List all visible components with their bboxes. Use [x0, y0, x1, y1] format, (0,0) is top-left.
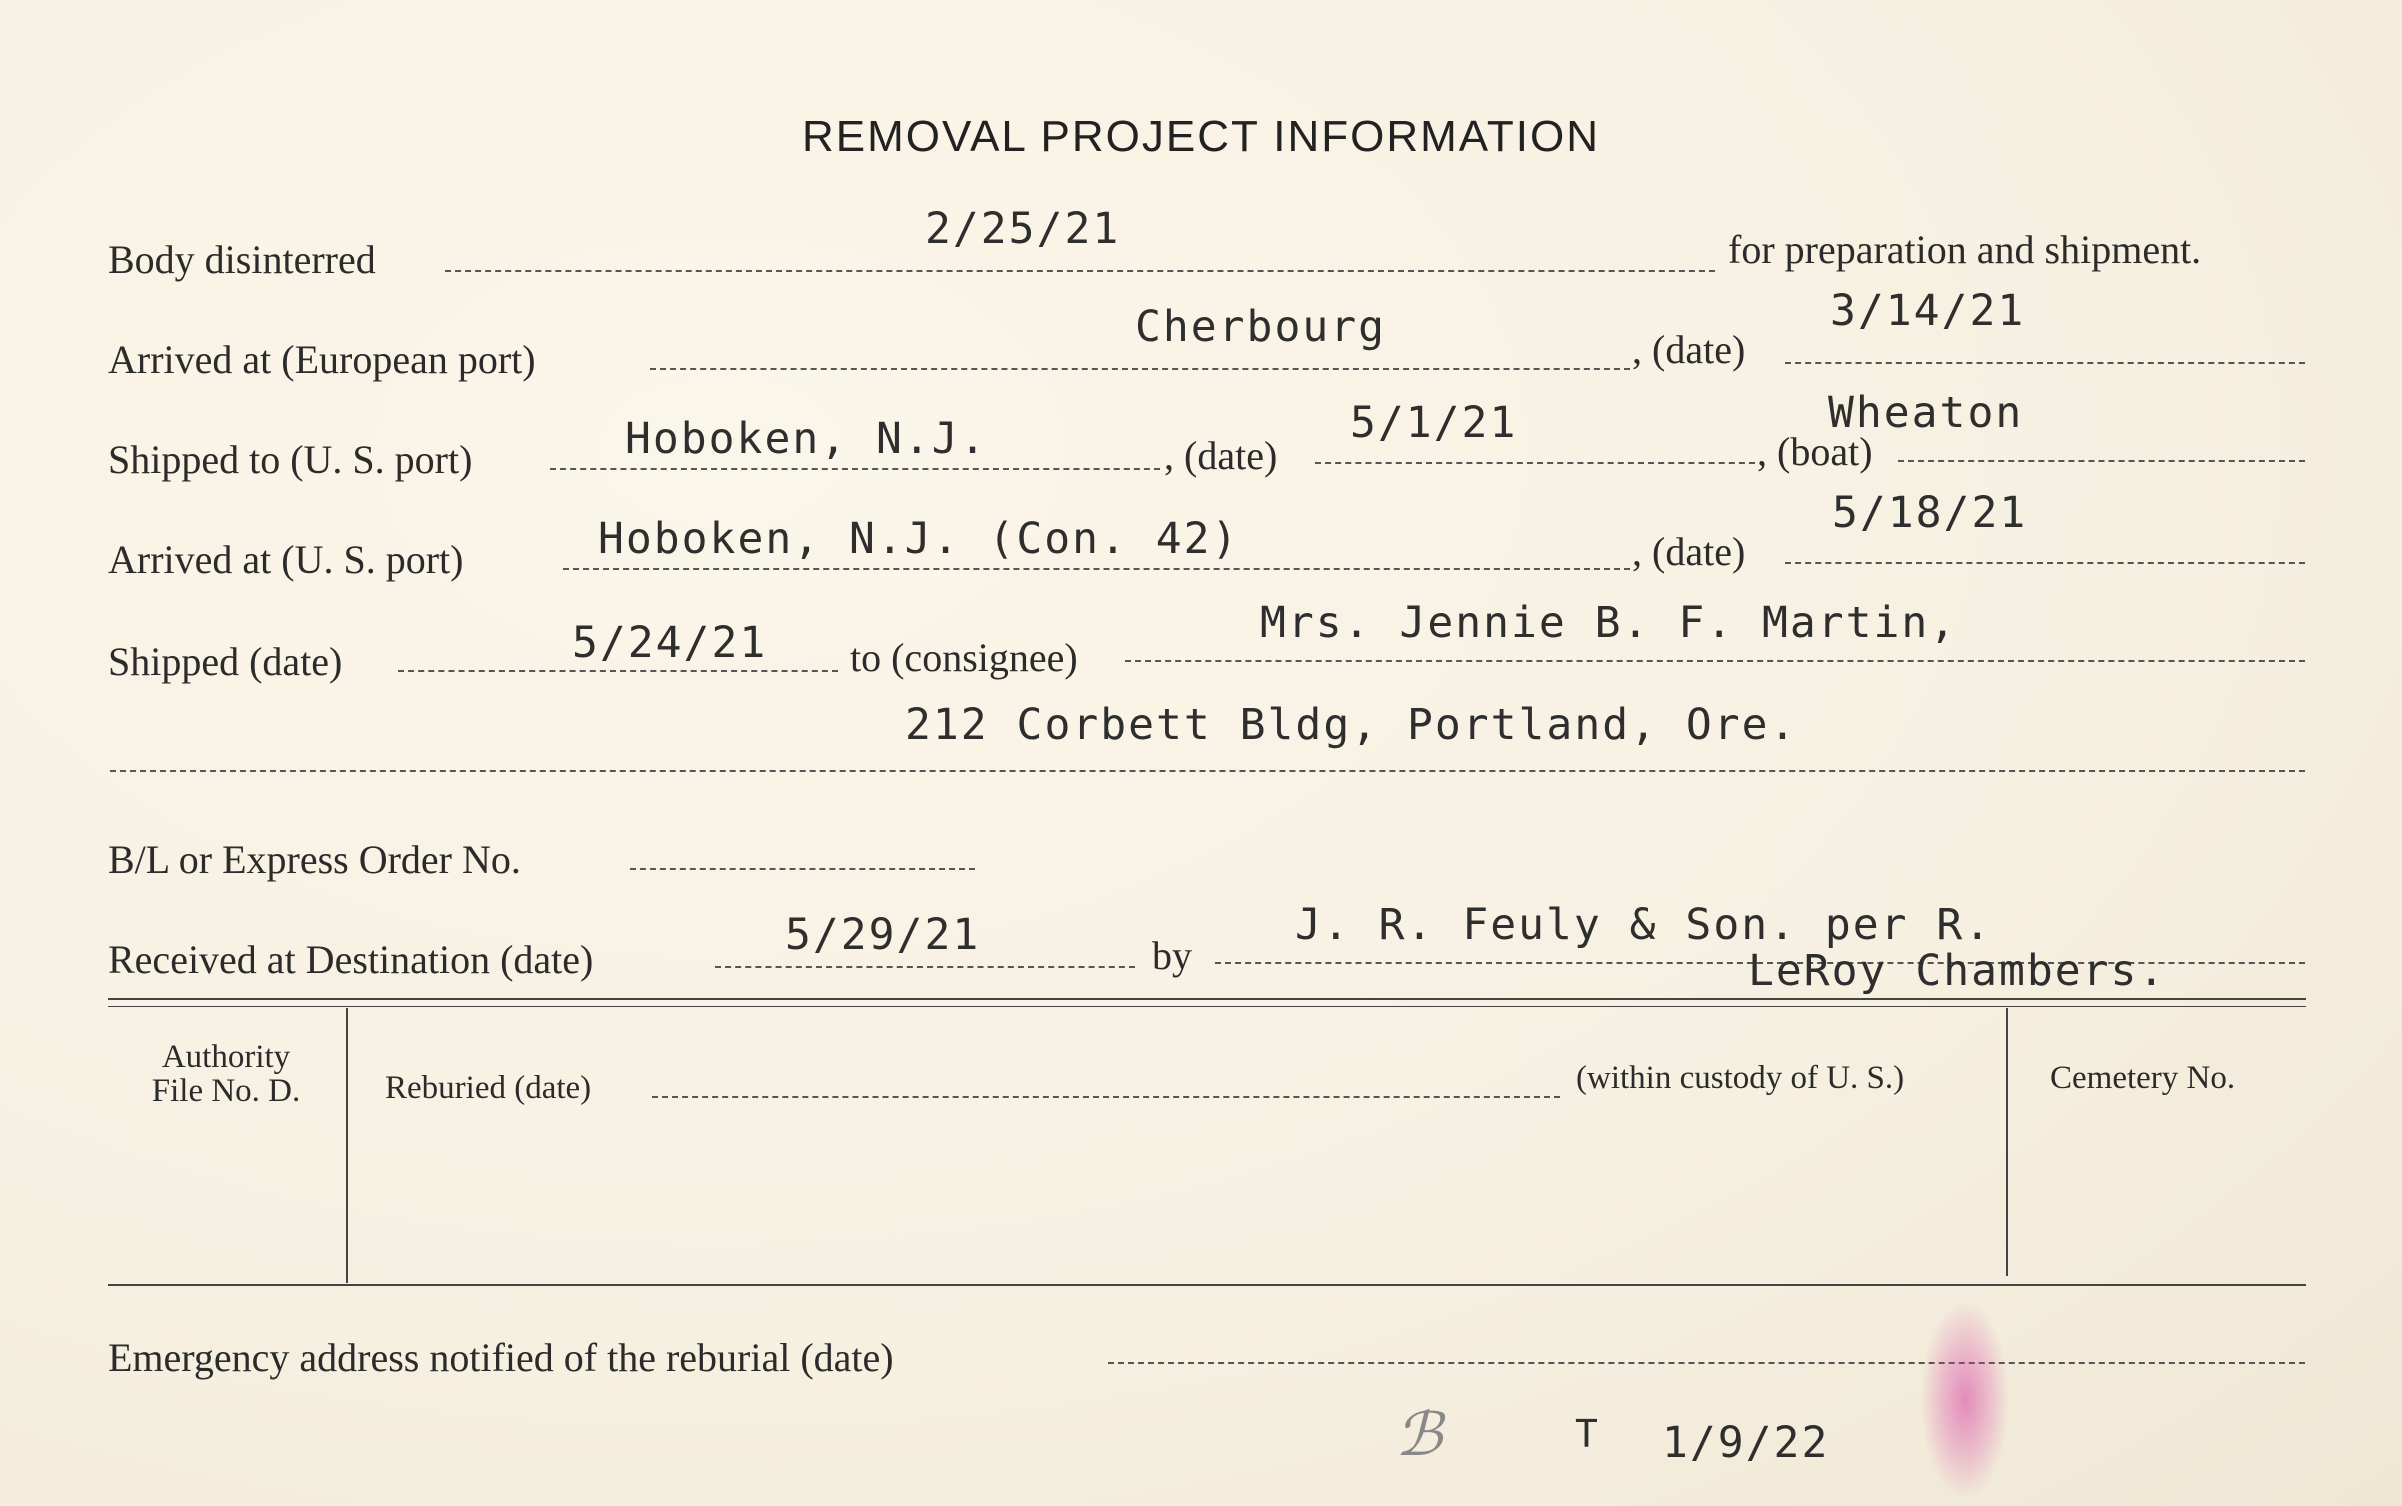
box-bottom-rule [108, 1284, 2306, 1286]
shipped-us-date-label: , (date) [1164, 433, 1278, 478]
disinterred-label: Body disinterred [108, 237, 376, 282]
arrived-europe-date-line [1785, 362, 2305, 364]
authority-file-label [108, 1040, 344, 1108]
address-line [110, 770, 2305, 772]
arrived-europe-date-label: , (date) [1632, 327, 1746, 372]
arrived-europe-line [650, 368, 1630, 370]
emergency-line [1108, 1362, 2305, 1364]
received-by-name: J. R. Feuly & Son. per R. [1295, 900, 1993, 950]
shipped-date-label: Shipped (date) [108, 639, 343, 684]
footer-date: 1/9/22 [1662, 1418, 1830, 1468]
shipped-us-label: Shipped to (U. S. port) [108, 437, 473, 482]
reburied-label: Reburied (date) [385, 1070, 592, 1106]
disinterred-suffix: for preparation and shipment. [1728, 227, 2202, 272]
arrived-us-line [563, 568, 1630, 570]
arrived-us-label: Arrived at (U. S. port) [108, 537, 464, 582]
arrived-europe-port: Cherbourg [1135, 302, 1386, 352]
arrived-us-date-label: , (date) [1632, 529, 1746, 574]
shipped-us-boat-label: , (boat) [1757, 429, 1873, 474]
consignee-line [1125, 660, 2305, 662]
box-divider-left [346, 1008, 348, 1283]
arrived-europe-date: 3/14/21 [1830, 286, 2026, 336]
shipped-us-port: Hoboken, N.J. [625, 414, 988, 464]
received-by-name-2: LeRoy Chambers. [1748, 946, 2167, 996]
bl-line [630, 868, 975, 870]
disinterred-value: 2/25/21 [925, 204, 1121, 254]
ink-smudge [1920, 1300, 2010, 1500]
authority-line-1: Authority [161, 1039, 291, 1075]
authority-line-2: File No. D. [151, 1073, 301, 1109]
handwritten-mark-icon: ℬ [1395, 1400, 1443, 1470]
shipped-date-value: 5/24/21 [572, 618, 768, 668]
shipped-us-date: 5/1/21 [1350, 398, 1518, 448]
footer-initial: T [1575, 1412, 1600, 1456]
shipped-us-line [550, 468, 1160, 470]
shipped-us-boat-line [1898, 460, 2305, 462]
custody-label: (within custody of U. S.) [1576, 1060, 1905, 1096]
arrived-us-date-line [1785, 562, 2305, 564]
received-line [715, 966, 1135, 968]
shipped-date-line [398, 670, 838, 672]
consignee-address: 212 Corbett Bldg, Portland, Ore. [905, 700, 1798, 750]
shipped-us-date-line [1315, 462, 1755, 464]
card-title: REMOVAL PROJECT INFORMATION [802, 112, 1600, 161]
emergency-label: Emergency address notified of the reburial (date) [108, 1335, 894, 1380]
box-divider-right [2006, 1008, 2008, 1276]
cemetery-label: Cemetery No. [2050, 1060, 2236, 1096]
bl-label: B/L or Express Order No. [108, 837, 521, 882]
arrived-us-date: 5/18/21 [1832, 488, 2028, 538]
received-label: Received at Destination (date) [108, 937, 594, 982]
box-top-rule [108, 998, 2306, 1000]
consignee-name: Mrs. Jennie B. F. Martin, [1260, 598, 1958, 648]
reburied-line [652, 1096, 1560, 1098]
received-date: 5/29/21 [785, 910, 981, 960]
arrived-us-port: Hoboken, N.J. (Con. 42) [598, 514, 1240, 564]
arrived-europe-label: Arrived at (European port) [108, 337, 536, 382]
disinterred-line [445, 270, 1715, 272]
shipped-us-boat: Wheaton [1828, 388, 2024, 438]
box-top-rule-2 [108, 1006, 2306, 1007]
consignee-label: to (consignee) [850, 635, 1078, 680]
received-by-label: by [1152, 933, 1192, 978]
